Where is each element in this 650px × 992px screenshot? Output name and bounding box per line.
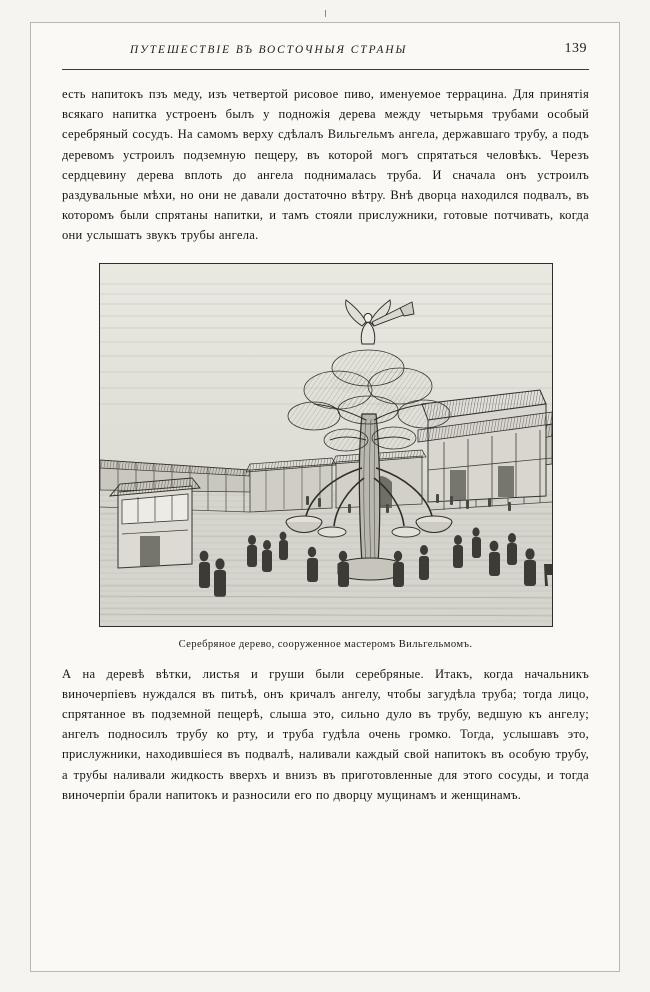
silver-tree-engraving (100, 264, 552, 626)
running-head-title: ПУТЕШЕСТВІЕ ВЪ ВОСТОЧНЫЯ СТРАНЫ (130, 44, 408, 56)
body-paragraph-1: есть напитокъ пзъ меду, изъ четвертой рисовое пиво, именуемое террацина. Для принятія всякаго напитка устроенъ былъ у подножія дерева между четырьмя трубами особый серебряный сосудъ. На самомъ верху сдѣлалъ Вильгельмъ ангела, державшаго трубу, а подъ деревомъ устроилъ подземную пещеру, въ которой могъ спрятаться человѣкъ. Черезъ сердцевину дерева вплоть до ангела поднималась труба. И сначала онъ устроилъ раздувальные мѣхи, но они не давали достаточно вѣтру. Внѣ дворца находился подвалъ, въ которомъ были спрятаны напитки, и тамъ стояли прислужники, готовые потчивать, когда они услышатъ звукъ трубы ангела. (62, 87, 589, 243)
page-content (62, 38, 589, 958)
figure-image (99, 263, 553, 627)
body-paragraph-2: А на деревѣ вѣтки, листья и груши были серебряные. Итакъ, когда начальникъ виночерпіевъ нуждался въ питьѣ, онъ кричалъ ангелу, чтобы загудѣла труба; тогда лицо, спрятанное въ подземной пещерѣ, слыша это, сильно дуло въ трубу, ведшую къ ангелу; ангелъ подносилъ трубу ко рту, и труба гудѣла очень громко. Тогда, услышавъ это, прислужники, находившіеся въ подвалѣ, наливали каждый свой напитокъ въ особую трубу, а трубы наливали жидкость вверхъ и внизъ въ приготовленные для этого сосуды, и тогда виночерпіи брали напитокъ и разносили его по дворцу мущинамъ и женщинамъ. (62, 666, 589, 802)
running-head (62, 38, 589, 78)
page-number: 139 (564, 41, 587, 56)
header-rule (62, 69, 589, 70)
figure-caption: Серебряное дерево, сооруженное мастеромъ Вильгельмомъ. (178, 638, 473, 650)
figure-silver-tree (62, 263, 589, 650)
page-registration-mark (325, 10, 326, 17)
